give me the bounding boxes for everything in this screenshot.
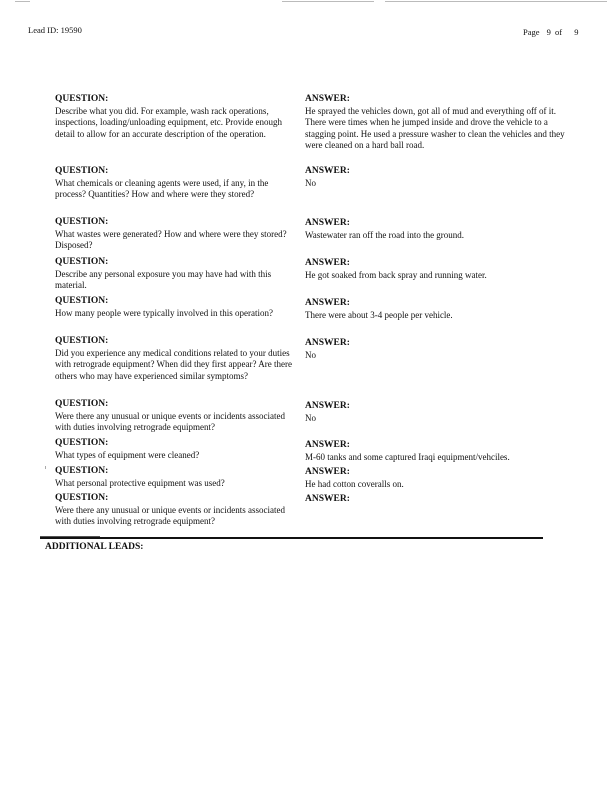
answer-block: [305, 218, 565, 241]
answer-text: No: [305, 413, 316, 424]
question-text: Describe what you did. For example, wash rack operations, inspections, loading/unloading equipment, etc. Provide enough detail to allow for an accurate description of the operation.: [55, 106, 282, 139]
scan-artifact: [385, 1, 607, 2]
question-text: What chemicals or cleaning agents were used, if any, in the process? Quantities? How and where were they stored?: [55, 178, 269, 200]
question-text: Did you experience any medical conditions related to your duties with retrograde equipment? When did they first appear? Are there others who may have experienced similar symptoms?: [55, 348, 292, 381]
question-text: Were there any unusual or unique events or incidents associated with duties involving retrograde equipment?: [55, 505, 285, 527]
answer-label: ANSWER:: [305, 258, 350, 268]
scan-artifact: [45, 466, 46, 469]
answer-label: ANSWER:: [305, 494, 350, 504]
question-block: [55, 296, 295, 319]
answer-label: ANSWER:: [305, 166, 350, 176]
question-block: [55, 94, 295, 140]
answer-block: [305, 494, 565, 506]
question-label: QUESTION:: [55, 166, 109, 176]
scan-artifact: [282, 1, 374, 2]
page-of: of: [555, 27, 563, 37]
question-label: QUESTION:: [55, 257, 109, 267]
question-text: Were there any unusual or unique events or incidents associated with duties involving retrograde equipment?: [55, 411, 285, 433]
question-block: [55, 166, 295, 201]
question-label: QUESTION:: [55, 217, 109, 227]
answer-label: ANSWER:: [305, 440, 350, 450]
question-block: [55, 217, 295, 252]
answer-block: [305, 166, 565, 189]
question-block: [55, 493, 295, 528]
answer-text: He sprayed the vehicles down, got all of mud and everything off of it. There were times when he jumped inside and drove the vehicle to a stagging point. He used a pressure washer to clean the vehicles and they were cleaned on a hard ball road.: [305, 106, 565, 150]
answer-text: There were about 3-4 people per vehicle.: [305, 310, 453, 321]
page-number: [523, 27, 579, 37]
answer-block: [305, 440, 565, 463]
question-label: QUESTION:: [55, 493, 109, 503]
additional-leads-heading: ADDITIONAL LEADS:: [45, 542, 144, 552]
answer-label: ANSWER:: [305, 298, 350, 308]
page-total: 9: [574, 27, 579, 37]
question-label: QUESTION:: [55, 399, 109, 409]
question-label: QUESTION:: [55, 94, 109, 104]
question-text: What personal protective equipment was used?: [55, 478, 225, 489]
answer-label: ANSWER:: [305, 338, 350, 348]
answer-block: [305, 401, 565, 424]
answer-text: Wastewater ran off the road into the ground.: [305, 230, 465, 241]
divider: [40, 537, 543, 539]
question-text: What wastes were generated? How and where were they stored? Disposed?: [55, 229, 287, 251]
answer-label: ANSWER:: [305, 467, 350, 477]
question-block: [55, 438, 295, 461]
question-label: QUESTION:: [55, 466, 109, 476]
scan-artifact: [15, 1, 30, 2]
answer-text: M-60 tanks and some captured Iraqi equipment/vehciles.: [305, 452, 510, 463]
question-block: [55, 399, 295, 434]
question-text: Describe any personal exposure you may have had with this material.: [55, 269, 272, 291]
answer-block: [305, 298, 565, 321]
question-label: QUESTION:: [55, 336, 109, 346]
question-label: QUESTION:: [55, 438, 109, 448]
answer-label: ANSWER:: [305, 401, 350, 411]
answer-block: [305, 258, 565, 281]
answer-label: ANSWER:: [305, 218, 350, 228]
answer-label: ANSWER:: [305, 94, 350, 104]
question-block: [55, 257, 295, 292]
answer-block: [305, 338, 565, 361]
question-text: What types of equipment were cleaned?: [55, 450, 200, 461]
question-text: How many people were typically involved in this operation?: [55, 308, 273, 319]
answer-text: He got soaked from back spray and running water.: [305, 270, 487, 281]
answer-block: [305, 467, 565, 490]
question-block: [55, 466, 295, 489]
question-label: QUESTION:: [55, 296, 109, 306]
question-block: [55, 336, 295, 382]
answer-text: He had cotton coveralls on.: [305, 479, 404, 490]
lead-id: Lead ID: 19590: [28, 25, 82, 35]
answer-text: No: [305, 178, 316, 189]
answer-text: No: [305, 350, 316, 361]
answer-block: [305, 94, 565, 151]
page-current: 9: [546, 27, 551, 37]
page-label: Page: [523, 27, 540, 37]
